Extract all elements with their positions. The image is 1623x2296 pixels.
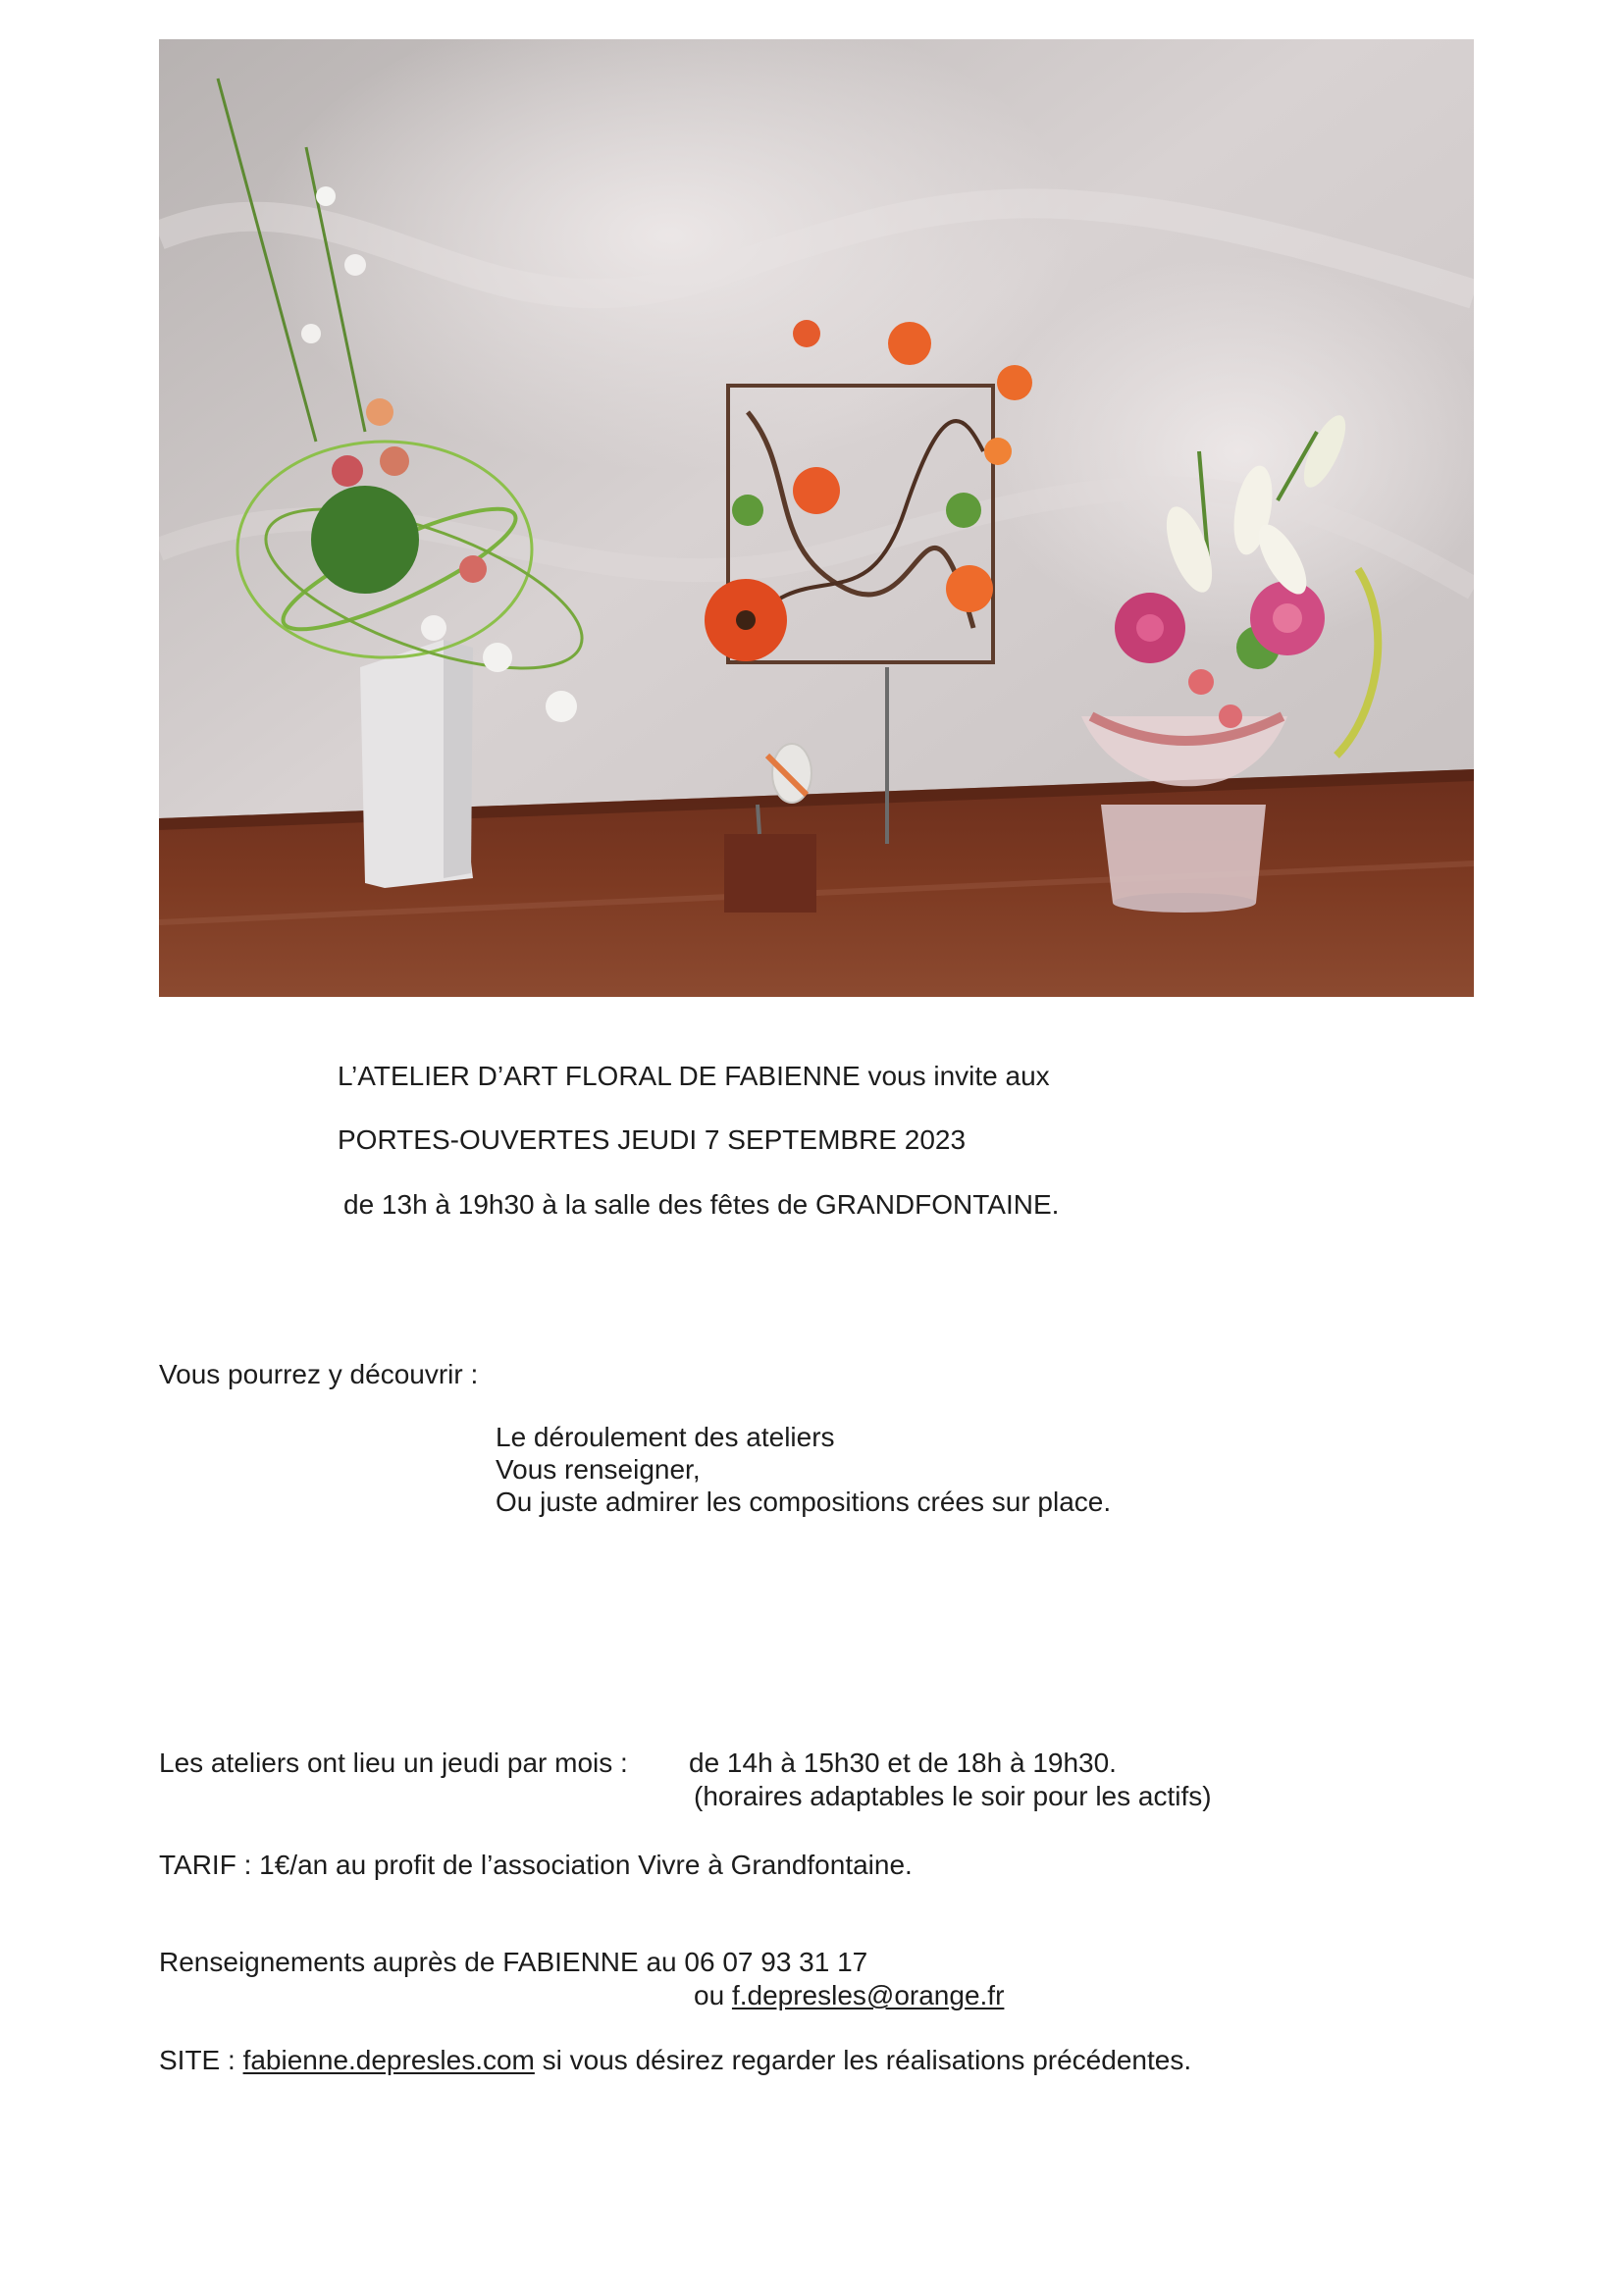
schedule-note: (horaires adaptables le soir pour les actifs) bbox=[694, 1781, 1212, 1811]
site-line bbox=[159, 2044, 1191, 2077]
site-suffix: si vous désirez regarder les réalisations précédentes. bbox=[542, 2045, 1192, 2075]
invitation-line-3: de 13h à 19h30 à la salle des fêtes de GRANDFONTAINE. bbox=[343, 1189, 1060, 1220]
tarif-text: TARIF : 1€/an au profit de l’association Vivre à Grandfontaine. bbox=[159, 1850, 913, 1880]
contact-or: ou bbox=[694, 1980, 725, 2010]
email-link[interactable]: f.depresles@orange.fr bbox=[731, 1980, 1005, 2010]
schedule-label: Les ateliers ont lieu un jeudi par mois : bbox=[159, 1748, 628, 1778]
invitation-line-1: L’ATELIER D’ART FLORAL DE FABIENNE vous invite aux bbox=[338, 1061, 1050, 1091]
site-link[interactable]: fabienne.depresles.com bbox=[242, 2045, 535, 2075]
discover-item: Vous renseigner, bbox=[496, 1454, 701, 1485]
schedule-times: de 14h à 15h30 et de 18h à 19h30. bbox=[689, 1748, 1117, 1778]
discover-intro: Vous pourrez y découvrir : bbox=[159, 1359, 479, 1389]
floral-arrangements-photo bbox=[159, 39, 1474, 997]
discover-item: Ou juste admirer les compositions crées sur place. bbox=[496, 1487, 1112, 1517]
discover-item: Le déroulement des ateliers bbox=[496, 1422, 835, 1452]
site-label: SITE : bbox=[159, 2045, 236, 2075]
contact-text: Renseignements auprès de FABIENNE au 06 07 93 31 17 bbox=[159, 1947, 868, 1977]
contact-email-line bbox=[694, 1979, 1004, 2012]
invitation-line-2: PORTES-OUVERTES JEUDI 7 SEPTEMBRE 2023 bbox=[338, 1124, 967, 1155]
